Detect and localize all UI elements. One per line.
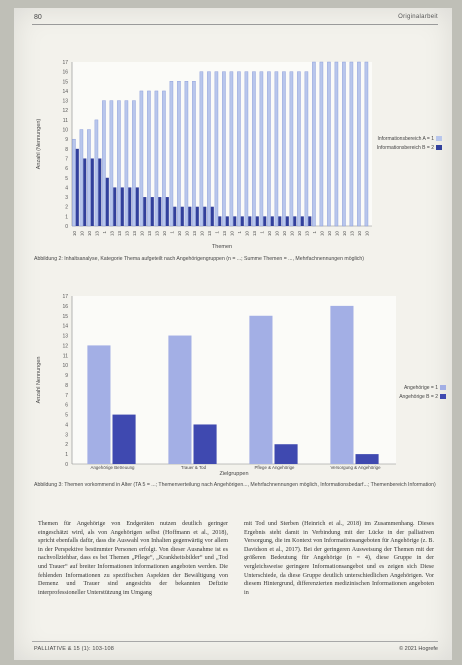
y-tick-label: 6: [65, 402, 68, 409]
bar: [342, 62, 345, 226]
legend-entry: Angehörige = 1: [403, 385, 438, 391]
bar: [241, 216, 244, 226]
bar: [260, 72, 263, 226]
bar: [275, 444, 298, 464]
bar: [293, 216, 296, 226]
body-text-left-column: Themen für Angehörige von Endgeräten nutzen deutlich geringer eingeschätzt wird, als von Angehörigen selbst (Hoffmann et al., 2018), spricht ebenfalls dafür, dass die Auswahl von Inhalten gegenwärtig vor allem in der Perspektive bestimmter Personen erfolgt. Von dieser Ausnahme ist es nachvollziehbar, dass es bei Themen „Pflege“, „Krankheitsbilder“ und „Tod und Trauer“ auf breiter Informationen informationen angeboten werden. Die fehlenden Informationen zu spezifischen Aspekten der Bewältigung von Demenz und Trauer sind angesichts der bekannten Defizite interprofessioneller Unterstützung im Umgang: [38, 521, 228, 596]
x-tick-label: 1: [214, 231, 220, 234]
y-tick-label: 9: [65, 373, 68, 380]
bar: [211, 207, 214, 226]
bar: [226, 216, 229, 226]
bar: [170, 81, 173, 226]
page-number: 80: [34, 14, 42, 21]
y-tick-label: 17: [62, 294, 68, 300]
bar: [356, 454, 379, 464]
y-tick-label: 6: [65, 166, 68, 173]
x-tick-label: 10: [244, 231, 250, 237]
bar: [357, 62, 360, 226]
x-tick-label: 10: [184, 231, 190, 237]
x-tick-label: 10: [86, 231, 92, 237]
x-axis-label: Zielgruppen: [219, 471, 249, 477]
bar: [230, 72, 233, 226]
x-tick-label: 13: [131, 231, 137, 237]
y-tick-label: 13: [62, 98, 68, 105]
bar: [83, 158, 86, 226]
bar: [256, 216, 259, 226]
y-tick-label: 9: [65, 137, 68, 144]
bar: [297, 72, 300, 226]
x-tick-label: 1: [259, 231, 265, 234]
bar: [140, 91, 143, 226]
legend-swatch: [440, 394, 446, 399]
x-tick-label: Pflege & Angehörige: [254, 465, 295, 470]
bar: [263, 216, 266, 226]
y-tick-label: 10: [62, 363, 68, 370]
bar: [177, 81, 180, 226]
journal-name: Originalarbeit: [398, 14, 438, 20]
bar: [350, 62, 353, 226]
figure-3-bar-chart: [14, 278, 452, 478]
x-axis-label: Themen: [211, 244, 233, 250]
bar: [185, 81, 188, 226]
y-tick-label: 5: [65, 412, 68, 419]
bar: [181, 207, 184, 226]
y-tick-label: 8: [65, 382, 68, 389]
x-tick-label: 10: [326, 231, 332, 237]
x-tick-label: 10: [199, 231, 205, 237]
bar: [125, 101, 128, 226]
bar: [215, 72, 218, 226]
x-tick-label: 13: [221, 231, 227, 237]
footer-publisher: © 2021 Hogrefe: [399, 646, 438, 652]
figure-2-bar-chart: [14, 26, 452, 254]
y-tick-label: 0: [65, 462, 68, 468]
x-tick-label: 13: [154, 231, 160, 237]
bar: [286, 216, 289, 226]
y-tick-label: 16: [62, 69, 68, 76]
y-tick-label: 1: [65, 452, 68, 459]
y-tick-label: 16: [62, 303, 68, 310]
y-tick-label: 0: [65, 224, 68, 230]
legend-entry: Informationsbereich B = 2: [376, 145, 434, 151]
y-tick-label: 7: [65, 156, 68, 163]
x-tick-label: 10: [364, 231, 370, 237]
y-tick-label: 15: [62, 79, 68, 86]
bar: [168, 336, 191, 464]
legend-swatch: [436, 145, 442, 150]
x-tick-label: 13: [146, 231, 152, 237]
document-page: [14, 8, 452, 660]
bar: [166, 197, 169, 226]
bar: [188, 207, 191, 226]
x-tick-label: 13: [304, 231, 310, 237]
bar: [95, 120, 98, 226]
x-tick-label: 13: [251, 231, 257, 237]
bar: [248, 216, 251, 226]
bar: [132, 101, 135, 226]
bar: [290, 72, 293, 226]
bar: [320, 62, 323, 226]
bar: [335, 62, 338, 226]
y-tick-label: 2: [65, 204, 68, 211]
bar: [110, 101, 113, 226]
bar: [113, 415, 136, 464]
bar: [203, 207, 206, 226]
bar: [200, 72, 203, 226]
y-tick-label: 12: [62, 343, 68, 350]
bar: [271, 216, 274, 226]
plot-area: [72, 62, 372, 226]
y-tick-label: 2: [65, 442, 68, 449]
figure-2-caption: Abbildung 2: Inhaltsanalyse, Kategorie Thema aufgeteilt nach Angehörigengruppen (n = ...; Summe Themen = ..., Mehrfachnennungen möglich): [34, 256, 365, 262]
bar: [102, 101, 105, 226]
bar: [76, 149, 79, 226]
bar: [143, 197, 146, 226]
bar: [245, 72, 248, 226]
x-tick-label: 10: [341, 231, 347, 237]
legend-entry: Angehörige B = 2: [399, 394, 438, 400]
bar: [301, 216, 304, 226]
x-tick-label: 13: [124, 231, 130, 237]
bar: [275, 72, 278, 226]
footer-rule: [32, 641, 438, 642]
bar: [173, 207, 176, 226]
y-tick-label: 10: [62, 127, 68, 134]
bar: [267, 72, 270, 226]
bar: [87, 345, 110, 464]
bar: [80, 130, 83, 226]
bar: [365, 62, 368, 226]
bar: [117, 101, 120, 226]
legend-swatch: [440, 385, 446, 390]
x-tick-label: 13: [116, 231, 122, 237]
bar: [151, 197, 154, 226]
bar: [194, 424, 217, 464]
x-tick-label: 10: [79, 231, 85, 237]
bar: [278, 216, 281, 226]
x-tick-label: 1: [101, 231, 107, 234]
x-tick-label: 10: [319, 231, 325, 237]
x-tick-label: 13: [349, 231, 355, 237]
x-tick-label: Versorgung & Angehörige: [330, 465, 381, 470]
bar: [158, 197, 161, 226]
x-tick-label: 10: [296, 231, 302, 237]
y-tick-label: 14: [62, 323, 68, 330]
bar: [113, 187, 116, 226]
y-tick-label: 12: [62, 108, 68, 115]
bar: [192, 81, 195, 226]
y-tick-label: 15: [62, 313, 68, 320]
y-tick-label: 8: [65, 146, 68, 153]
bar: [106, 178, 109, 226]
x-tick-label: 13: [109, 231, 115, 237]
x-tick-label: 1: [311, 231, 317, 234]
bar: [252, 72, 255, 226]
bar: [72, 139, 75, 226]
bar: [155, 91, 158, 226]
x-tick-label: 10: [266, 231, 272, 237]
bar: [327, 62, 330, 226]
bar: [249, 316, 272, 464]
x-tick-label: 10: [274, 231, 280, 237]
bar: [162, 91, 165, 226]
x-tick-label: 10: [356, 231, 362, 237]
x-tick-label: 1: [236, 231, 242, 234]
y-tick-label: 5: [65, 175, 68, 182]
x-tick-label: 10: [176, 231, 182, 237]
y-tick-label: 4: [65, 185, 68, 192]
y-tick-label: 13: [62, 333, 68, 340]
bar: [312, 62, 315, 226]
bar: [136, 187, 139, 226]
y-tick-label: 4: [65, 422, 68, 429]
bar: [330, 306, 353, 464]
legend-swatch: [436, 136, 442, 141]
bar: [91, 158, 94, 226]
x-tick-label: 10: [161, 231, 167, 237]
x-tick-label: 13: [94, 231, 100, 237]
bar: [87, 130, 90, 226]
bar: [308, 216, 311, 226]
x-tick-label: 13: [206, 231, 212, 237]
x-tick-label: 1: [169, 231, 175, 234]
y-axis-label: Anzahl Nennungen: [36, 356, 42, 404]
y-tick-label: 7: [65, 392, 68, 399]
header-rule: [32, 24, 438, 25]
x-tick-label: 10: [289, 231, 295, 237]
x-tick-label: 10: [229, 231, 235, 237]
bar: [207, 72, 210, 226]
bar: [237, 72, 240, 226]
y-tick-label: 1: [65, 214, 68, 221]
bar: [98, 158, 101, 226]
bar: [222, 72, 225, 226]
bar: [128, 187, 131, 226]
y-tick-label: 17: [62, 60, 68, 66]
bar: [282, 72, 285, 226]
figure-3-caption: Abbildung 3: Themen vorkommend in Alter (TA 5 = ...; Themenverteilung nach Angehörigen..., Mehrfachnennungen möglich, Informationsbedarf...; Themenbereich Information): [34, 482, 436, 488]
bar: [196, 207, 199, 226]
legend-entry: Informationsbereich A = 1: [377, 136, 434, 142]
bar: [305, 72, 308, 226]
y-tick-label: 14: [62, 88, 68, 95]
x-tick-label: 10: [71, 231, 77, 237]
bar: [121, 187, 124, 226]
footer-citation: PALLIATIVE & 15 (1): 103-108: [34, 646, 114, 652]
x-tick-label: Trauer & Tod: [180, 465, 207, 470]
y-tick-label: 3: [65, 195, 68, 202]
x-tick-label: 10: [139, 231, 145, 237]
y-tick-label: 11: [62, 353, 68, 360]
bar: [218, 216, 221, 226]
x-tick-label: Angehörige Betreuung: [90, 465, 135, 470]
bar: [147, 91, 150, 226]
y-axis-label: Anzahl (Nennungen): [36, 118, 42, 170]
x-tick-label: 13: [191, 231, 197, 237]
y-tick-label: 3: [65, 432, 68, 439]
y-tick-label: 11: [62, 117, 68, 124]
bar: [233, 216, 236, 226]
body-text-right-column: mit Tod und Sterben (Heinrich et al., 2018) im Zusammenhang. Dieses Ergebnis steht damit in Verbindung mit der Lücke in der palliativen Versorgung, die im Kontext von Informationsangeboten für Angehörige (z. B. Davidson et al., 2017). Bei der geringeren Ausweisung der Themen mit der größeren Bedeutung für Angehörige (n = 4), diese Gruppe in der vergleichsweise geringere Informationsangebot und es zeigen sich Diese Unterschiede, da diese Gruppe deutlich unterschiedlichen Angehörigen. Vor diesem Hintergrund, differenzierten medizinischen Informationen angeboten in: [244, 521, 434, 596]
x-tick-label: 10: [334, 231, 340, 237]
x-tick-label: 10: [281, 231, 287, 237]
